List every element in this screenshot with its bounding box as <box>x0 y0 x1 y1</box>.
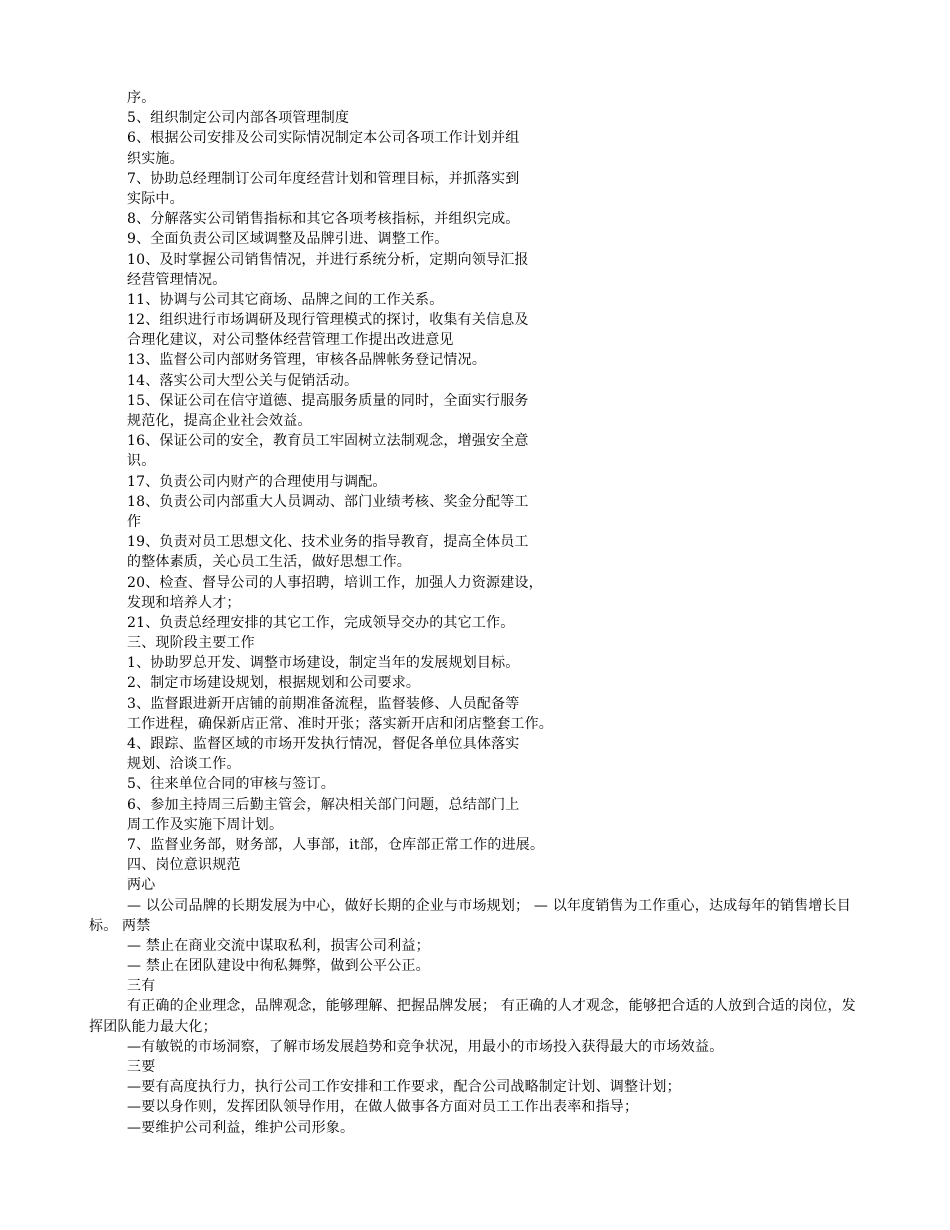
section-heading: 四、岗位意识规范 <box>127 857 241 874</box>
text-line: 作 <box>127 513 142 530</box>
text-line: 1、协助罗总开发、调整市场建设，制定当年的发展规划目标。 <box>127 655 520 672</box>
three-musts-item: —要有高度执行力，执行公司工作安排和工作要求，配合公司战略制定计划、调整计划； <box>127 1079 681 1096</box>
text-line: 5、往来单位合同的审核与签订。 <box>127 776 335 793</box>
text-line: 7、协助总经理制订公司年度经营计划和管理目标，并抓落实到 <box>127 170 520 187</box>
text-line: 12、组织进行市场调研及现行管理模式的探讨，收集有关信息及 <box>127 312 529 329</box>
section-heading: 三、现阶段主要工作 <box>127 635 255 652</box>
text-line: 识。 <box>127 453 156 470</box>
text-line: 4、跟踪、监督区域的市场开发执行情况，督促各单位具体落实 <box>127 736 520 752</box>
text-line: 周工作及实施下周计划。 <box>127 816 284 833</box>
text-line: 2、制定市场建设规划，根据规划和公司要求。 <box>127 675 421 692</box>
three-musts-item: —要维护公司利益，维护公司形象。 <box>127 1119 355 1136</box>
text-line: 13、监督公司内部财务管理，审核各品牌帐务登记情况。 <box>127 352 487 369</box>
three-musts-item: —要以身作则，发挥团队领导作用，在做人做事各方面对员工工作出表率和指导； <box>127 1099 639 1116</box>
text-line: 6、参加主持周三后勤主管会，解决相关部门问题，总结部门上 <box>127 796 520 813</box>
text-line: 7、监督业务部，财务部，人事部，it部，仓库部正常工作的进展。 <box>127 836 545 853</box>
text-line: 21、负责总经理安排的其它工作，完成领导交办的其它工作。 <box>127 614 515 631</box>
three-haves-item: —有敏锐的市场洞察，了解市场发展趋势和竞争状况，用最小的市场投入获得最大的市场效益。 <box>127 1038 724 1055</box>
document-page <box>0 88 950 1138</box>
text-line: 9、全面负责公司区域调整及品牌引进、调整工作。 <box>127 231 449 248</box>
text-line: 经营管理情况。 <box>127 271 227 288</box>
text-line: 5、组织制定公司内部各项管理制度 <box>127 110 350 127</box>
text-line: 实际中。 <box>127 190 184 207</box>
text-line: 织实施。 <box>127 150 184 167</box>
text-line: 序。 <box>127 90 156 106</box>
text-line: 20、检查、督导公司的人事招聘，培训工作，加强人力资源建设， <box>127 574 543 591</box>
text-line: 3、监督跟进新开店铺的前期准备流程，监督装修、人员配备等 <box>127 695 520 712</box>
text-line: 11、协调与公司其它商场、品牌之间的工作关系。 <box>127 291 444 308</box>
text-line: 的整体素质，关心员工生活，做好思想工作。 <box>127 554 411 571</box>
text-line: 合理化建议，对公司整体经营管理工作提出改进意见 <box>127 332 454 349</box>
text-line: 6、根据公司安排及公司实际情况制定本公司各项工作计划并组 <box>127 130 520 147</box>
text-line: 规范化，提高企业社会效益。 <box>127 413 312 429</box>
text-line: 15、保证公司在信守道德、提高服务质量的同时，全面实行服务 <box>127 392 529 409</box>
text-line: 17、负责公司内财产的合理使用与调配。 <box>127 473 387 490</box>
text-line: 10、及时掌握公司销售情况，并进行系统分析，定期向领导汇报 <box>127 251 529 268</box>
two-bans-item: — 禁止在团队建设中徇私舞弊，做到公平公正。 <box>127 958 430 975</box>
two-bans-item: — 禁止在商业交流中谋取私利，损害公司利益； <box>127 937 430 954</box>
two-hearts-paragraph: — 以公司品牌的长期发展为中心，做好长期的企业与市场规划； — 以年度销售为工作重心，达成每年的销售增长目标。 两禁 <box>89 897 851 934</box>
subsection-heading: 三有 <box>127 978 156 995</box>
text-line: 16、保证公司的安全，教育员工牢固树立法制观念，增强安全意 <box>127 433 529 450</box>
three-haves-paragraph: 有正确的企业理念，品牌观念，能够理解、把握品牌发展； 有正确的人才观念，能够把合适的人放到合适的岗位，发挥团队能力最大化； <box>89 998 856 1035</box>
text-line: 19、负责对员工思想文化、技术业务的指导教育，提高全体员工 <box>127 534 529 551</box>
text-line: 8、分解落实公司销售指标和其它各项考核指标，并组织完成。 <box>127 211 520 228</box>
subsection-heading: 三要 <box>127 1059 156 1076</box>
text-line: 规划、洽谈工作。 <box>127 756 241 773</box>
text-line: 工作进程，确保新店正常、准时开张；落实新开店和闭店整套工作。 <box>127 715 553 732</box>
text-line: 发现和培养人才； <box>127 594 241 611</box>
subsection-heading: 两心 <box>127 877 156 894</box>
text-line: 14、落实公司大型公关与促销活动。 <box>127 372 359 389</box>
text-line: 18、负责公司内部重大人员调动、部门业绩考核、奖金分配等工 <box>127 493 529 510</box>
